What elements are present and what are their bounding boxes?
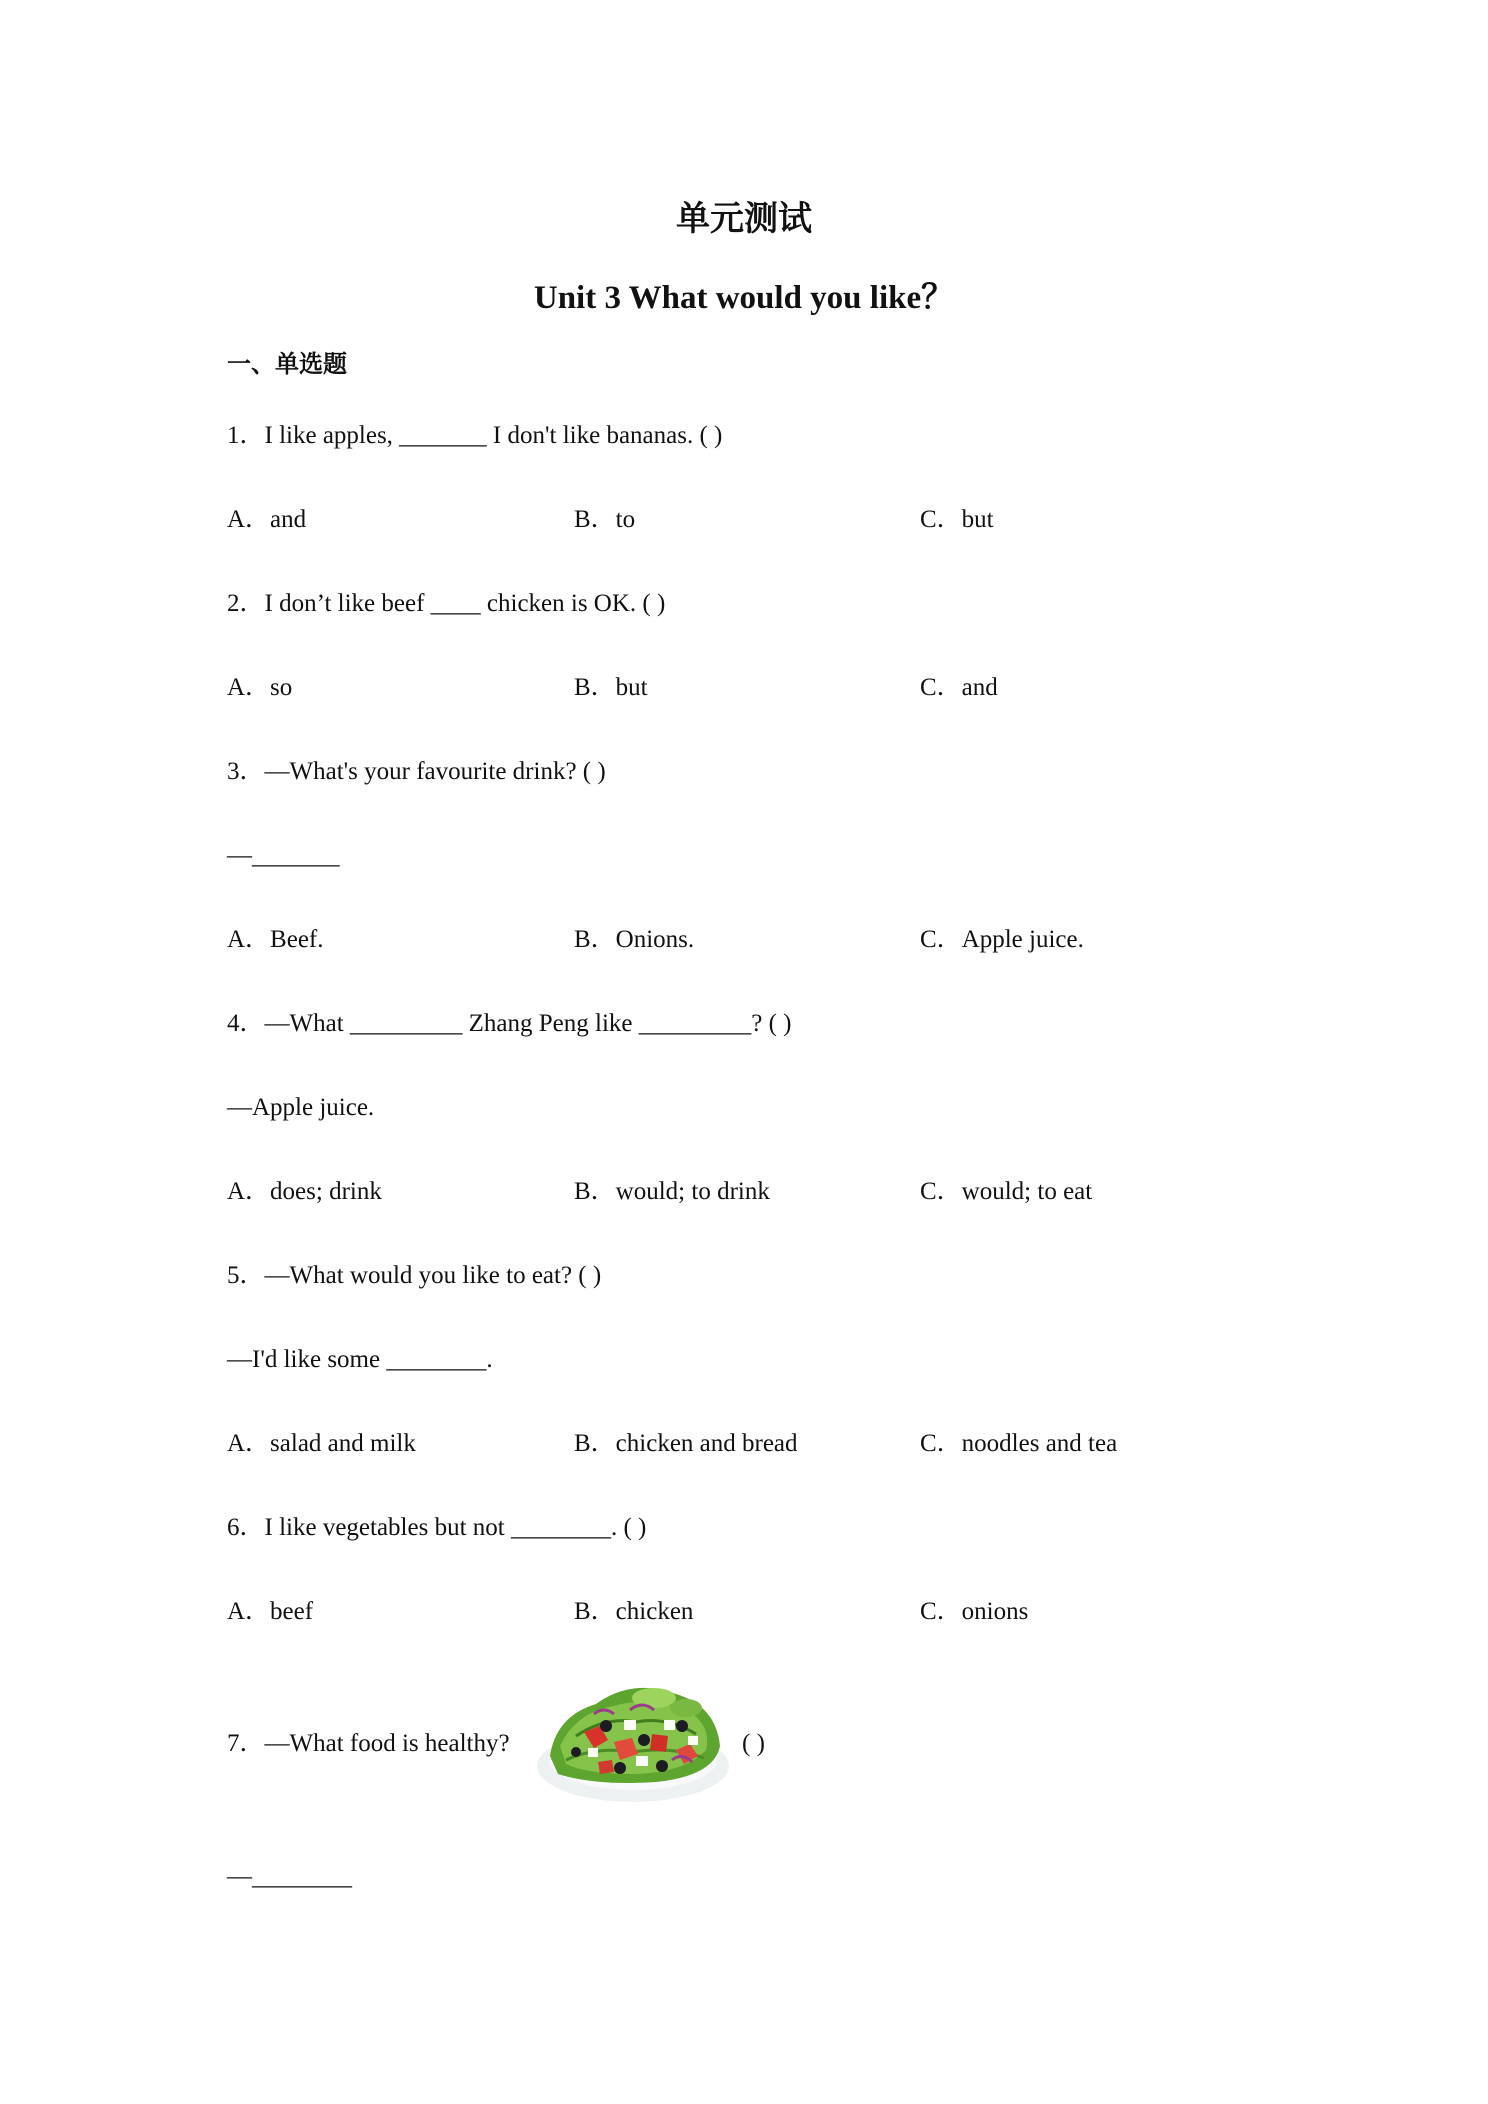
question-3-option-a: A．Beef. (227, 926, 324, 953)
question-6-option-b: B．chicken (574, 1598, 694, 1625)
question-5-option-b: B．chicken and bread (574, 1430, 798, 1457)
question-2-option-c: C．and (920, 674, 998, 701)
section-heading: 一、单选题 (227, 350, 347, 378)
question-4-stem: 4．—What _________ Zhang Peng like _________? ( ) (227, 1010, 792, 1037)
question-1-option-b: B．to (574, 506, 636, 533)
page-title-en: Unit 3 What would you like？ (533, 280, 955, 316)
question-4-option-c: C．would; to eat (920, 1178, 1093, 1205)
question-2-option-a: A．so (227, 674, 293, 701)
page-title-cn: 单元测试 (676, 199, 812, 239)
question-5-answer-line: —I'd like some ________. (227, 1346, 493, 1373)
question-5-stem: 5．—What would you like to eat? ( ) (227, 1262, 602, 1289)
question-7-answer-line: —________ (227, 1863, 352, 1890)
question-5-option-c: C．noodles and tea (920, 1430, 1118, 1457)
question-6-stem: 6．I like vegetables but not ________. ( ) (227, 1514, 647, 1541)
question-6-option-a: A．beef (227, 1598, 314, 1625)
question-7-answer-bracket: ( ) (742, 1730, 765, 1757)
question-3-stem: 3．—What's your favourite drink? ( ) (227, 758, 606, 785)
question-1-option-c: C．but (920, 506, 994, 533)
question-2-option-b: B．but (574, 674, 648, 701)
question-1-stem: 1．I like apples, _______ I don't like bananas. ( ) (227, 422, 723, 449)
question-3-answer-line: —_______ (227, 842, 340, 869)
question-3-option-c: C．Apple juice. (920, 926, 1084, 953)
question-6-option-c: C．onions (920, 1598, 1029, 1625)
question-2-stem: 2．I don’t like beef ____ chicken is OK. ( ) (227, 590, 666, 617)
salad-image (536, 1676, 730, 1804)
question-3-option-b: B．Onions. (574, 926, 695, 953)
question-7-stem: 7．—What food is healthy? (227, 1730, 510, 1757)
question-4-option-a: A．does; drink (227, 1178, 382, 1205)
question-4-answer-line: —Apple juice. (227, 1094, 375, 1121)
question-5-option-a: A．salad and milk (227, 1430, 416, 1457)
question-1-option-a: A．and (227, 506, 307, 533)
question-4-option-b: B．would; to drink (574, 1178, 770, 1205)
